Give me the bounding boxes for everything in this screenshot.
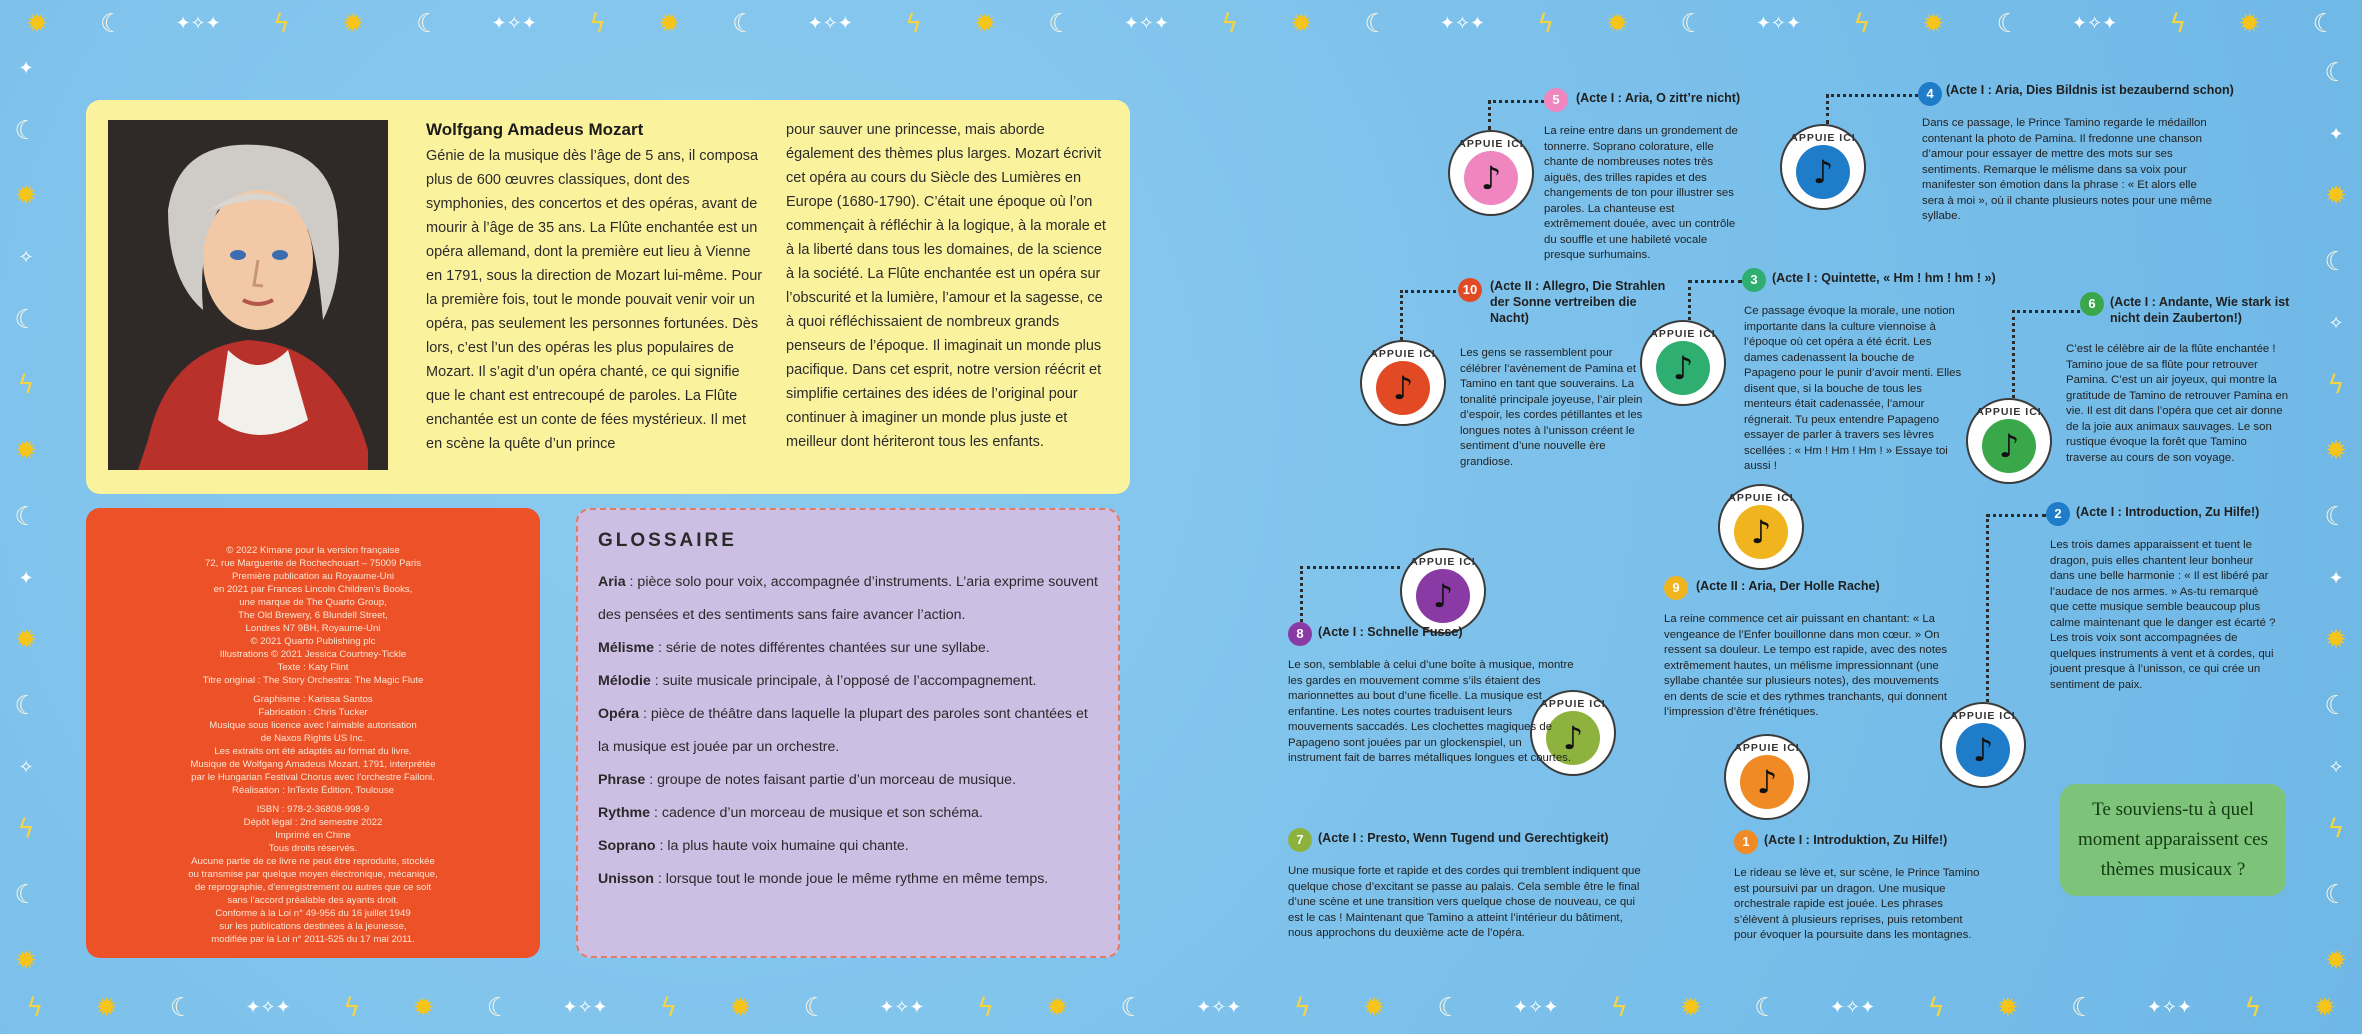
credit-line: Fabrication : Chris Tucker: [258, 707, 368, 718]
moon-icon: ☾: [14, 880, 38, 911]
moon-icon: ☾: [803, 993, 827, 1023]
credit-line: en 2021 par Frances Lincoln Children’s Books,: [213, 584, 413, 595]
lightning-icon: ϟ: [1927, 993, 1945, 1023]
sun-icon: ✹: [412, 993, 435, 1023]
moon-icon: ☾: [1996, 9, 2020, 39]
track-title: (Acte I : Aria, O zitt’re nicht): [1576, 91, 1741, 105]
play-button-label: APPUIE ICI: [1734, 742, 1800, 754]
sun-icon: ✹: [2325, 945, 2347, 976]
track-description: Le son, semblable à celui d’une boîte à musique, montre les gardes en mouvement comme s’ils étaient des marionnettes au bout d’une ficelle. La musique est enfantine. Les notes courtes traduisent leurs mouvements saccadés. Les clochettes magiques de Papageno sont jouées par un glockenspiel, un instrument fait de barres métalliques longues et courtes.: [1288, 659, 1574, 764]
bottom-border: [0, 988, 2362, 1028]
sun-icon: ✹: [1290, 9, 1313, 39]
glossary-item: [598, 863, 1098, 896]
music-note-icon: ♪: [1740, 755, 1794, 809]
moon-icon: ☾: [2324, 247, 2348, 278]
moon-icon: ☾: [1754, 993, 1778, 1023]
track-number-badge: 2: [2046, 502, 2070, 526]
lightning-icon: ϟ: [2169, 9, 2187, 39]
dotted-connector: [1400, 290, 1456, 293]
track-title: (Acte I : Introduction, Zu Hilfe!): [2076, 505, 2260, 519]
lightning-icon: ϟ: [1853, 9, 1871, 39]
bio-column-2: [786, 118, 1106, 454]
bio-text-1: Génie de la musique dès l’âge de 5 ans, il composa plus de 600 œuvres classiques, dont des symphonies, des concertos et des opéras, avant de mourir à l’âge de 35 ans. La Flûte enchantée est un opéra allemand, dont la première eut lieu à Vienne en 1791, sous la direction de Mozart lui-même. Pour la première fois, tout le monde pouvait venir voir un opéra, pas seulement les personnes fortunées. Dès lors, c’est l’un des opéras les plus populaires de Mozart. Il s’agit d’un opéra chanté, ce qui signifie que le chant est entrecoupé de paroles. La Flûte enchantée est un conte de fées mystérieux. Il met en scène la quête d’un prince: [426, 148, 763, 452]
track-title: (Acte I : Quintette, « Hm ! hm ! hm ! »): [1772, 271, 1996, 285]
music-note-icon: ♪: [1734, 505, 1788, 559]
star-icon: ✦✧✦: [2071, 13, 2118, 34]
bio-title: Wolfgang Amadeus Mozart: [426, 120, 644, 139]
play-button-6[interactable]: [1966, 398, 2052, 484]
portrait-illustration: [108, 120, 388, 470]
play-button-label: APPUIE ICI: [1410, 556, 1476, 568]
dotted-connector: [1688, 280, 1691, 320]
sun-icon: ✹: [15, 945, 37, 976]
lightning-icon: ϟ: [1293, 993, 1311, 1023]
play-button-9[interactable]: [1718, 484, 1804, 570]
lightning-icon: ϟ: [343, 993, 361, 1023]
play-button-1[interactable]: [1724, 734, 1810, 820]
track-description: C’est le célèbre air de la flûte enchantée ! Tamino joue de sa flûte pour retrouver Pamina. C’est un air joyeux, qui montre la gratitude de Tamino de retrouver Pamina en vie. Il est dit dans l’opéra que cet air donne de la joie aux animaux sauvages. Le son rustique évoque la forêt que Tamino traverse au cours de son voyage.: [2066, 343, 2289, 464]
track-title: (Acte I : Aria, Dies Bildnis ist bezaubernd schon): [1946, 83, 2234, 97]
credit-line: Graphisme : Karissa Santos: [253, 694, 373, 705]
star-icon: ✦✧✦: [2146, 997, 2193, 1018]
play-button-10[interactable]: [1360, 340, 1446, 426]
lightning-icon: ϟ: [26, 993, 44, 1023]
moon-icon: ☾: [1437, 993, 1461, 1023]
credit-line: © 2022 Kimane pour la version française: [226, 545, 400, 556]
star-icon: ✦✧✦: [1755, 13, 1802, 34]
lightning-icon: ϟ: [976, 993, 994, 1023]
star-icon: ✦✧✦: [1439, 13, 1486, 34]
track-number-badge: 6: [2080, 292, 2104, 316]
lightning-icon: ϟ: [2244, 993, 2262, 1023]
moon-icon: ☾: [14, 115, 38, 146]
credit-line: Titre original : The Story Orchestra: The Magic Flute: [202, 675, 424, 686]
music-note-icon: ♪: [1796, 145, 1850, 199]
moon-icon: ☾: [416, 9, 440, 39]
glossary-item: [598, 764, 1098, 797]
dotted-connector: [1826, 94, 1918, 97]
sun-icon: ✹: [1046, 993, 1069, 1023]
track-title: (Acte I : Schnelle Fusse): [1318, 625, 1463, 639]
lightning-icon: ϟ: [17, 814, 35, 845]
star-icon: ✦✧✦: [491, 13, 537, 34]
play-button-label: APPUIE ICI: [1458, 138, 1524, 150]
track-number-badge: 9: [1664, 576, 1688, 600]
sun-icon: ✹: [15, 625, 37, 656]
credit-line: de reprographie, d’enregistrement ou autres que ce soit: [194, 882, 432, 893]
glossary-term: Phrase: [598, 772, 646, 788]
star-icon: ✦: [2328, 123, 2344, 145]
lightning-icon: ϟ: [2327, 370, 2345, 401]
star-icon: ✦: [18, 57, 34, 79]
sun-icon: ✹: [2325, 625, 2347, 656]
credit-line: modifiée par la Loi n° 2011-525 du 17 mai 2011.: [211, 934, 415, 945]
play-button-4[interactable]: [1780, 124, 1866, 210]
left-border: [8, 40, 44, 994]
star-icon: ✦✧✦: [807, 13, 853, 34]
credit-line: par le Hungarian Festival Chorus avec l’orchestre Failoni.: [191, 772, 435, 783]
star-icon: ✦✧✦: [562, 997, 608, 1018]
play-button-label: APPUIE ICI: [1370, 348, 1436, 360]
star-icon: ✧: [18, 756, 34, 778]
moon-icon: ☾: [1048, 9, 1072, 39]
moon-icon: ☾: [2324, 880, 2348, 911]
credit-line: The Old Brewery, 6 Blundell Street,: [238, 610, 388, 621]
glossary-title: GLOSSAIRE: [598, 530, 737, 551]
play-button-8[interactable]: [1400, 548, 1486, 634]
track-number-badge: 3: [1742, 268, 1766, 292]
bio-column-1: [426, 118, 766, 456]
glossary-term: Mélisme: [598, 640, 654, 656]
lightning-icon: ϟ: [659, 993, 678, 1023]
music-note-icon: ♪: [1416, 569, 1470, 623]
track-number-badge: 5: [1544, 88, 1568, 112]
moon-icon: ☾: [1364, 9, 1388, 39]
music-note-icon: ♪: [1546, 711, 1600, 765]
credit-line: ou transmise par quelque moyen électronique, mécanique,: [188, 869, 438, 880]
moon-icon: ☾: [14, 691, 38, 722]
lightning-icon: ϟ: [1610, 993, 1628, 1023]
sun-icon: ✹: [26, 9, 48, 39]
track-number-badge: 1: [1734, 830, 1758, 854]
sun-icon: ✹: [1363, 993, 1386, 1023]
glossary-term: Opéra: [598, 706, 640, 722]
dotted-connector: [2012, 310, 2080, 313]
dotted-connector: [1488, 100, 1491, 130]
credit-line: Musique sous licence avec l’aimable autorisation: [209, 720, 417, 731]
glossary-item: [598, 632, 1098, 665]
star-icon: ✦✧✦: [1196, 997, 1242, 1018]
star-icon: ✦: [18, 567, 34, 589]
track-title: (Acte II : Allegro, Die Strahlen der Sonne vertreiben die Nacht): [1490, 279, 1666, 325]
bio-text-2: pour sauver une princesse, mais aborde également des thèmes plus larges. Mozart écrivit cet opéra au cours du Siècle des Lumières en Europe (1680-1790). C’était une époque où l’on commençait à réfléchir à la logique, à la morale et à la liberté dans tous les domaines, de la science à la société. La Flûte enchantée est un opéra sur l’obscurité et la lumière, l’amour et la sagesse, ce à quoi réfléchissaient de nombreux grands penseurs de l’époque. Il imaginait un monde plus pacifique. Dans cet esprit, notre version réécrit et simplifie certaines des idées de l’original pour continuer à imaginer un monde plus juste et meilleur dont hériteront tous les enfants.: [786, 122, 1106, 450]
glossary-definition: : lorsque tout le monde joue le même rythme en même temps.: [653, 871, 1049, 887]
music-note-icon: ♪: [1464, 151, 1518, 205]
star-icon: ✦✧✦: [1123, 13, 1169, 34]
star-icon: ✧: [2328, 756, 2344, 778]
question-box: Te souviens-tu à quel moment apparaissent ces thèmes musicaux ?: [2060, 784, 2286, 896]
glossary-item: [598, 830, 1098, 863]
play-button-label: APPUIE ICI: [1540, 698, 1606, 710]
play-button-label: APPUIE ICI: [1790, 132, 1856, 144]
credit-line: une marque de The Quarto Group,: [239, 597, 387, 608]
credit-line: 72, rue Marguerite de Rochechouart – 75009 Paris: [205, 558, 421, 569]
credit-line: Dépôt légal : 2nd semestre 2022: [243, 817, 383, 828]
glossary-term: Aria: [598, 574, 626, 590]
credit-line: de Naxos Rights US Inc.: [260, 733, 366, 744]
sun-icon: ✹: [15, 181, 37, 212]
glossary-item: [598, 698, 1098, 764]
sun-icon: ✹: [1606, 9, 1629, 39]
credit-line: Aucune partie de ce livre ne peut être reproduite, stockée: [191, 856, 435, 867]
star-icon: ✧: [2328, 312, 2344, 334]
dotted-connector: [2012, 310, 2015, 398]
moon-icon: ☾: [2312, 9, 2336, 39]
glossary-item: [598, 566, 1098, 632]
track-description: Dans ce passage, le Prince Tamino regarde le médaillon contenant la photo de Pamina. Il fredonne une chanson d’amour pour essayer de mettre des mots sur ses sentiments. Remarque le mélisme dans sa voix pour manifester son émotion dans la phrase : « Et alors elle sera à moi », où il chante plusieurs notes pour une même syllabe.: [1922, 117, 2212, 222]
moon-icon: ☾: [14, 501, 38, 532]
track-title: (Acte I : Andante, Wie stark ist nicht dein Zauberton!): [2110, 295, 2290, 325]
track-number-badge: 7: [1288, 828, 1312, 852]
moon-icon: ☾: [100, 9, 124, 39]
credit-line: Conforme à la Loi n° 49-956 du 16 juillet 1949: [215, 908, 411, 919]
sun-icon: ✹: [974, 9, 997, 39]
play-button-5[interactable]: [1448, 130, 1534, 216]
credit-line: Musique de Wolfgang Amadeus Mozart, 1791, interprétée: [190, 759, 436, 770]
dotted-connector: [1986, 514, 1989, 702]
lightning-icon: ϟ: [17, 370, 35, 401]
track-number-badge: 8: [1288, 622, 1312, 646]
sun-icon: ✹: [658, 9, 681, 39]
credit-line: © 2021 Quarto Publishing plc: [250, 636, 376, 647]
play-button-3[interactable]: [1640, 320, 1726, 406]
sun-icon: ✹: [2313, 993, 2336, 1023]
star-icon: ✦✧✦: [1829, 997, 1876, 1018]
moon-icon: ☾: [486, 993, 511, 1023]
sun-icon: ✹: [1922, 9, 1945, 39]
sun-icon: ✹: [729, 993, 752, 1023]
sun-icon: ✹: [95, 993, 118, 1023]
music-note-icon: ♪: [1376, 361, 1430, 415]
track-number-badge: 10: [1458, 278, 1482, 302]
lightning-icon: ϟ: [272, 9, 290, 39]
glossary-definition: : cadence d’un morceau de musique et son schéma.: [650, 805, 983, 821]
track-description: La reine commence cet air puissant en chantant: « La vengeance de l’Enfer bouillonne dans mon cœur. » On ressent sa douleur. Le tempo est rapide, avec des notes extrêmement hautes, un mélisme impressionnant (une syllabe chantée sur plusieurs notes), des mouvements en dents de scie et des rythmes tranchants, qui donnent l’impression d’être frénétiques.: [1664, 613, 1948, 718]
dotted-connector: [1400, 290, 1403, 340]
star-icon: ✦✧✦: [175, 13, 221, 34]
track-title: (Acte I : Presto, Wenn Tugend und Gerechtigkeit): [1318, 831, 1609, 845]
credit-line: ISBN : 978-2-36808-998-9: [256, 804, 370, 815]
track-title: (Acte II : Aria, Der Holle Rache): [1696, 579, 1880, 593]
credit-line: Tous droits réservés.: [268, 843, 358, 854]
mozart-portrait: [108, 120, 388, 470]
credit-line: Réalisation : InTexte Édition, Toulouse: [232, 785, 394, 796]
sun-icon: ✹: [1680, 993, 1702, 1023]
moon-icon: ☾: [2324, 691, 2348, 722]
glossary-item: [598, 797, 1098, 830]
credits-panel: [86, 508, 540, 958]
moon-icon: ☾: [2324, 57, 2348, 88]
credit-line: Première publication au Royaume-Uni: [231, 571, 395, 582]
star-icon: ✦✧✦: [245, 997, 291, 1018]
credit-line: Les extraits ont été adaptés au format du livre.: [214, 746, 412, 757]
glossary-item: [598, 665, 1098, 698]
dotted-connector: [1300, 566, 1400, 569]
glossary-definition: : suite musicale principale, à l’opposé de l’accompagnement.: [650, 673, 1037, 689]
lightning-icon: ϟ: [905, 9, 923, 39]
lightning-icon: ϟ: [1221, 9, 1239, 39]
glossary-term: Mélodie: [598, 673, 651, 689]
moon-icon: ☾: [2071, 993, 2095, 1023]
star-icon: ✦✧✦: [1513, 997, 1559, 1018]
glossary-term: Unisson: [598, 871, 654, 887]
sun-icon: ✹: [342, 9, 364, 39]
sun-icon: ✹: [2325, 436, 2347, 467]
moon-icon: ☾: [169, 993, 194, 1023]
track-description: Ce passage évoque la morale, une notion importante dans la culture viennoise à l’époque où cet opéra a été écrit. Les dames cadenassent la bouche de Papageno pour le punir d’avoir menti. Elles disent que, si la bouche de tous les menteurs était cadenassée, l’amour régnerait. Tu peux entendre Papageno essayer de parler à travers ses lèvres scellées : « Hm ! Hm ! Hm ! » Essaye toi aussi !: [1744, 305, 1962, 472]
track-description: Le rideau se lève et, sur scène, le Prince Tamino est poursuivi par un dragon. Une musique orchestrale rapide est jouée. Les phrases s’élèvent à plusieurs reprises, puis retombent pour évoquer la poursuite dans les montagnes.: [1734, 867, 1980, 941]
right-border: [2318, 40, 2354, 994]
glossary-term: Soprano: [598, 838, 656, 854]
lightning-icon: ϟ: [2327, 814, 2345, 845]
track-number-badge: 4: [1918, 82, 1942, 106]
track-description: Les trois dames apparaissent et tuent le dragon, puis elles chantent leur bonheur dans une belle harmonie : « Il est libéré par l’audace de nos armes. » As-tu remarqué que cette musique semble beaucoup plus calme maintenant que le danger est écarté ? Les trois voix sont accompagnées de quelques instruments à vent et à cordes, qui jouent presque à l’unisson, ce qui crée un sentiment de paix.: [2050, 539, 2276, 691]
moon-icon: ☾: [732, 9, 756, 39]
credit-line: sans l’accord préalable des ayants droit.: [227, 895, 399, 906]
credit-line: Illustrations © 2021 Jessica Courtney-Tickle: [219, 649, 407, 660]
lightning-icon: ϟ: [588, 9, 607, 39]
moon-icon: ☾: [1680, 9, 1704, 39]
glossary-panel: [576, 508, 1120, 958]
sun-icon: ✹: [1997, 993, 2019, 1023]
moon-icon: ☾: [14, 304, 38, 335]
credit-line: Londres N7 9BH, Royaume-Uni: [245, 623, 381, 634]
music-note-icon: ♪: [1956, 723, 2010, 777]
glossary-definition: : pièce de théâtre dans laquelle la plupart des paroles sont chantées et la musique est jouée par un orchestre.: [598, 706, 1088, 755]
sun-icon: ✹: [2238, 9, 2261, 39]
play-button-label: APPUIE ICI: [1650, 328, 1716, 340]
sun-icon: ✹: [15, 436, 37, 467]
play-button-label: APPUIE ICI: [1950, 710, 2016, 722]
glossary-definition: : pièce solo pour voix, accompagnée d’instruments. L’aria exprime souvent des pensées et des sentiments sans faire avancer l’action.: [598, 574, 1098, 623]
glossary-definition: : série de notes différentes chantées sur une syllabe.: [654, 640, 990, 656]
glossary-list: [598, 566, 1098, 896]
moon-icon: ☾: [2324, 501, 2348, 532]
biography-panel: [86, 100, 1130, 494]
top-border: [0, 4, 2362, 44]
dotted-connector: [1488, 100, 1544, 103]
lightning-icon: ϟ: [1537, 9, 1555, 39]
music-note-icon: ♪: [1656, 341, 1710, 395]
glossary-definition: : groupe de notes faisant partie d’un morceau de musique.: [645, 772, 1017, 788]
credit-line: Imprimé en Chine: [275, 830, 351, 841]
track-description: Les gens se rassemblent pour célébrer l’avènement de Pamina et Tamino en tant que souverains. La tonalité principale joyeuse, l’air plein d’espoir, les cordes pétillantes et les longues notes à l’unisson créent le sentiment d’une nouvelle ère grandiose.: [1460, 347, 1643, 468]
dotted-connector: [1688, 280, 1742, 283]
star-icon: ✦✧✦: [879, 997, 925, 1018]
sun-icon: ✹: [2325, 181, 2347, 212]
star-icon: ✦: [2328, 567, 2344, 589]
track-description: Une musique forte et rapide et des cordes qui tremblent indiquent que quelque chose d’excitant se passe au palais. Cela semble être le final d’une scène et une transition vers quelque chose de nouveau, ce qui est le cas ! Maintenant que Tamino a atteint l’intérieur du bâtiment, nous approchons du deuxième acte de l’opéra.: [1288, 865, 1641, 939]
dotted-connector: [1300, 566, 1303, 622]
credit-line: Texte : Katy Flint: [277, 662, 349, 673]
star-icon: ✧: [18, 247, 34, 269]
music-note-icon: ♪: [1982, 419, 2036, 473]
track-description: La reine entre dans un grondement de tonnerre. Soprano colorature, elle chante de nombreuses notes très aiguës, des trilles rapides et des changements de ton pour illustrer ses paroles. La chanteuse est extrêmement douée, avec un contrôle du souffle et une habileté vocale presque surhumains.: [1544, 125, 1738, 261]
glossary-term: Rythme: [598, 805, 651, 821]
dotted-connector: [1986, 514, 2046, 517]
moon-icon: ☾: [1120, 993, 1144, 1023]
glossary-definition: : la plus haute voix humaine qui chante.: [655, 838, 909, 854]
credit-line: sur les publications destinées à la jeunesse,: [219, 921, 407, 932]
track-title: (Acte I : Introduktion, Zu Hilfe!): [1764, 833, 1948, 847]
dotted-connector: [1826, 94, 1829, 124]
play-button-label: APPUIE ICI: [1728, 492, 1794, 504]
play-button-label: APPUIE ICI: [1976, 406, 2042, 418]
